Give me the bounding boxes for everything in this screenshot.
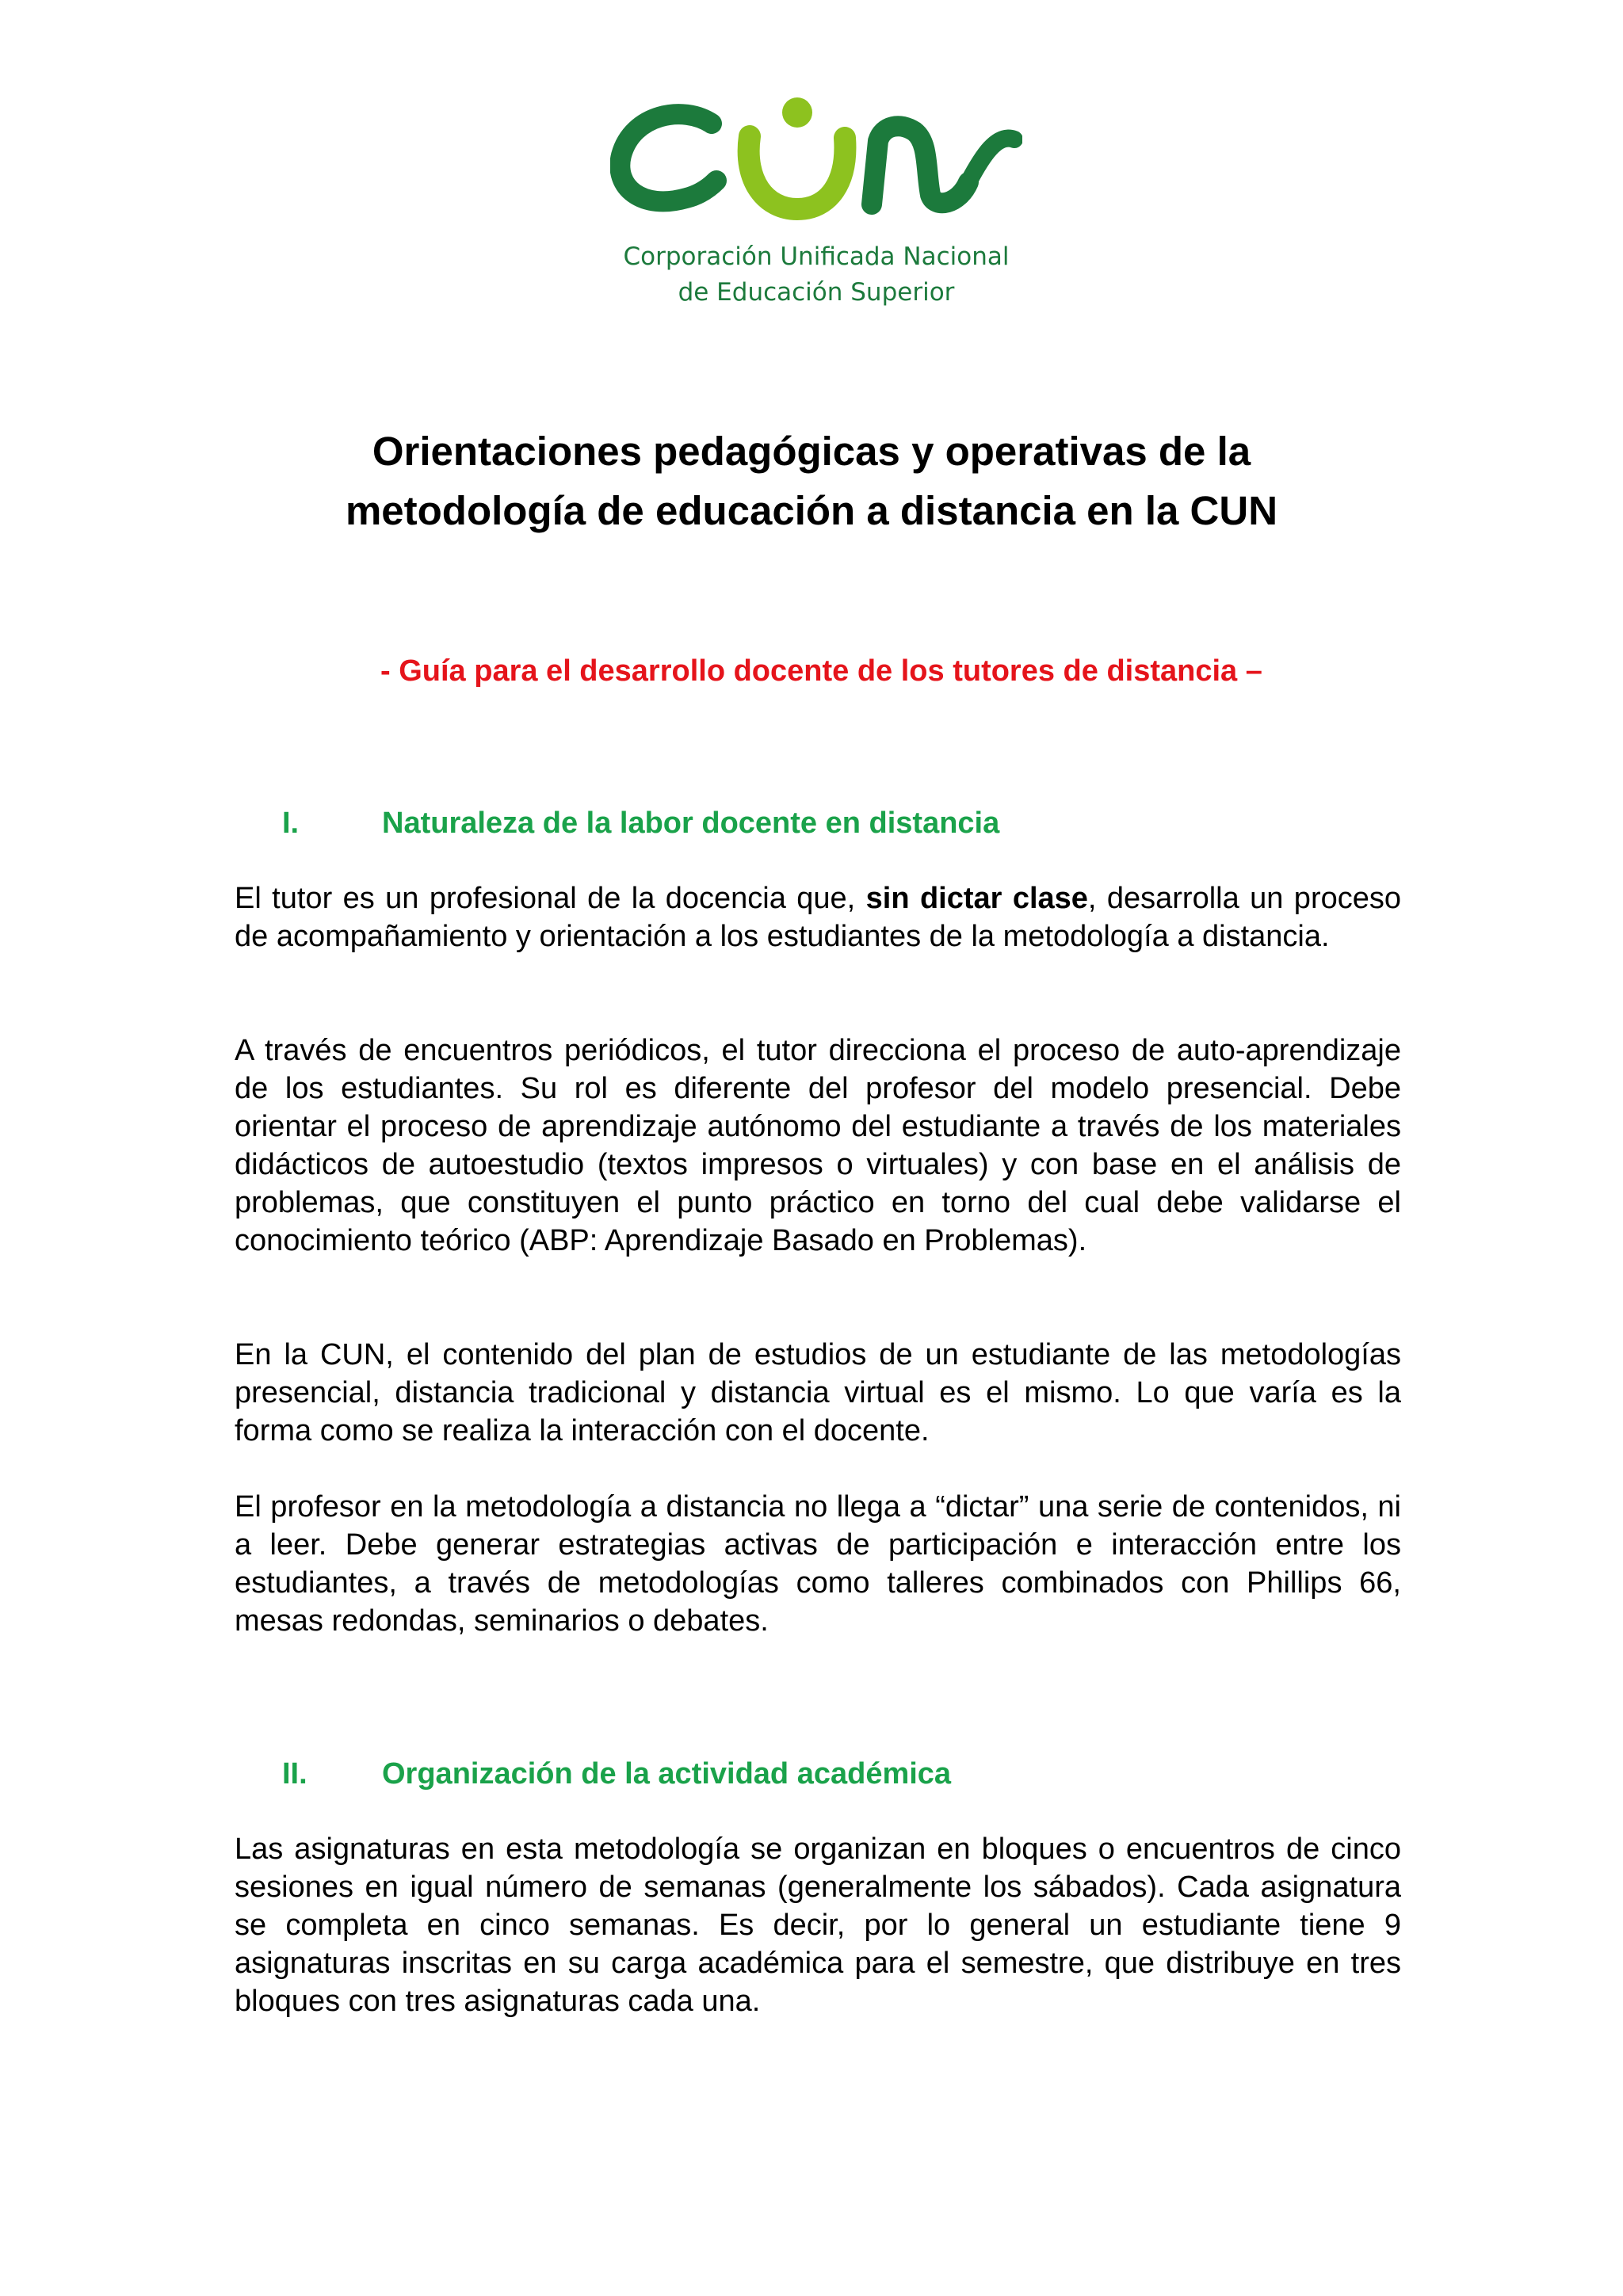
paragraph-text: El tutor es un profesional de la docencia que, (235, 882, 866, 915)
section-heading-2 (282, 1754, 1392, 1794)
section-title: Organización de la actividad académica (382, 1757, 952, 1791)
logo-subtitle (610, 239, 1022, 311)
paragraph-3: En la CUN, el contenido del plan de estudios de un estudiante de las metodologías presencial, distancia tradicional y distancia virtual es el mismo. Lo que varía es la forma como se realiza la interacción con el docente. (235, 1338, 1401, 1447)
paragraph-4: El profesor en la metodología a distancia no llega a “dictar” una serie de contenidos, ni a leer. Debe generar estrategias activas de participación e interacción entre los estudiantes, a través de metodologías como talleres combinados con Phillips 66, mesas redondas, seminarios o debates. (235, 1490, 1401, 1638)
section-heading-1 (282, 803, 1392, 843)
document-title (238, 421, 1385, 540)
document-title-line1: Orientaciones pedagógicas y operativas de la (372, 429, 1251, 474)
document-title-line2: metodología de educación a distancia en la CUN (345, 488, 1278, 533)
paragraph-5: Las asignaturas en esta metodología se organizan en bloques o encuentros de cinco sesiones en igual número de semanas (generalmente los sábados). Cada asignatura se completa en cinco semanas. Es decir, por lo general un estudiante tiene 9 asignaturas inscritas en su carga académica para el semestre, que distribuye en tres bloques con tres asignaturas cada una. (235, 1833, 1401, 2018)
section-title: Naturaleza de la labor docente en distancia (382, 807, 1000, 840)
paragraph-bold-text: sin dictar clase (865, 882, 1088, 915)
section-number: II. (282, 1757, 307, 1791)
paragraph-1 (235, 879, 1401, 955)
section-number: I. (282, 807, 300, 840)
logo-subtitle-line2: de Educación Superior (678, 278, 955, 307)
cun-logo-mark (610, 93, 1022, 220)
cun-logo (610, 93, 1022, 323)
paragraph-text: , desarrolla un proceso de acompañamiento y orientación a los estudiantes de la metodología a distancia. (235, 882, 1401, 953)
logo-subtitle-line1: Corporación Unificada Nacional (623, 242, 1010, 271)
document-subtitle: - Guía para el desarrollo docente de los tutores de distancia – (380, 654, 1262, 688)
paragraph-2: A través de encuentros periódicos, el tutor direcciona el proceso de auto-aprendizaje de los estudiantes. Su rol es diferente del profesor del modelo presencial. Debe orientar el proceso de aprendizaje autónomo del estudiante a través de los materiales didácticos de autoestudio (textos impresos o virtuales) y con base en el análisis de problemas, que constituyen el punto práctico en torno del cual debe validarse el conocimiento teórico (ABP: Aprendizaje Basado en Problemas). (235, 1034, 1401, 1257)
